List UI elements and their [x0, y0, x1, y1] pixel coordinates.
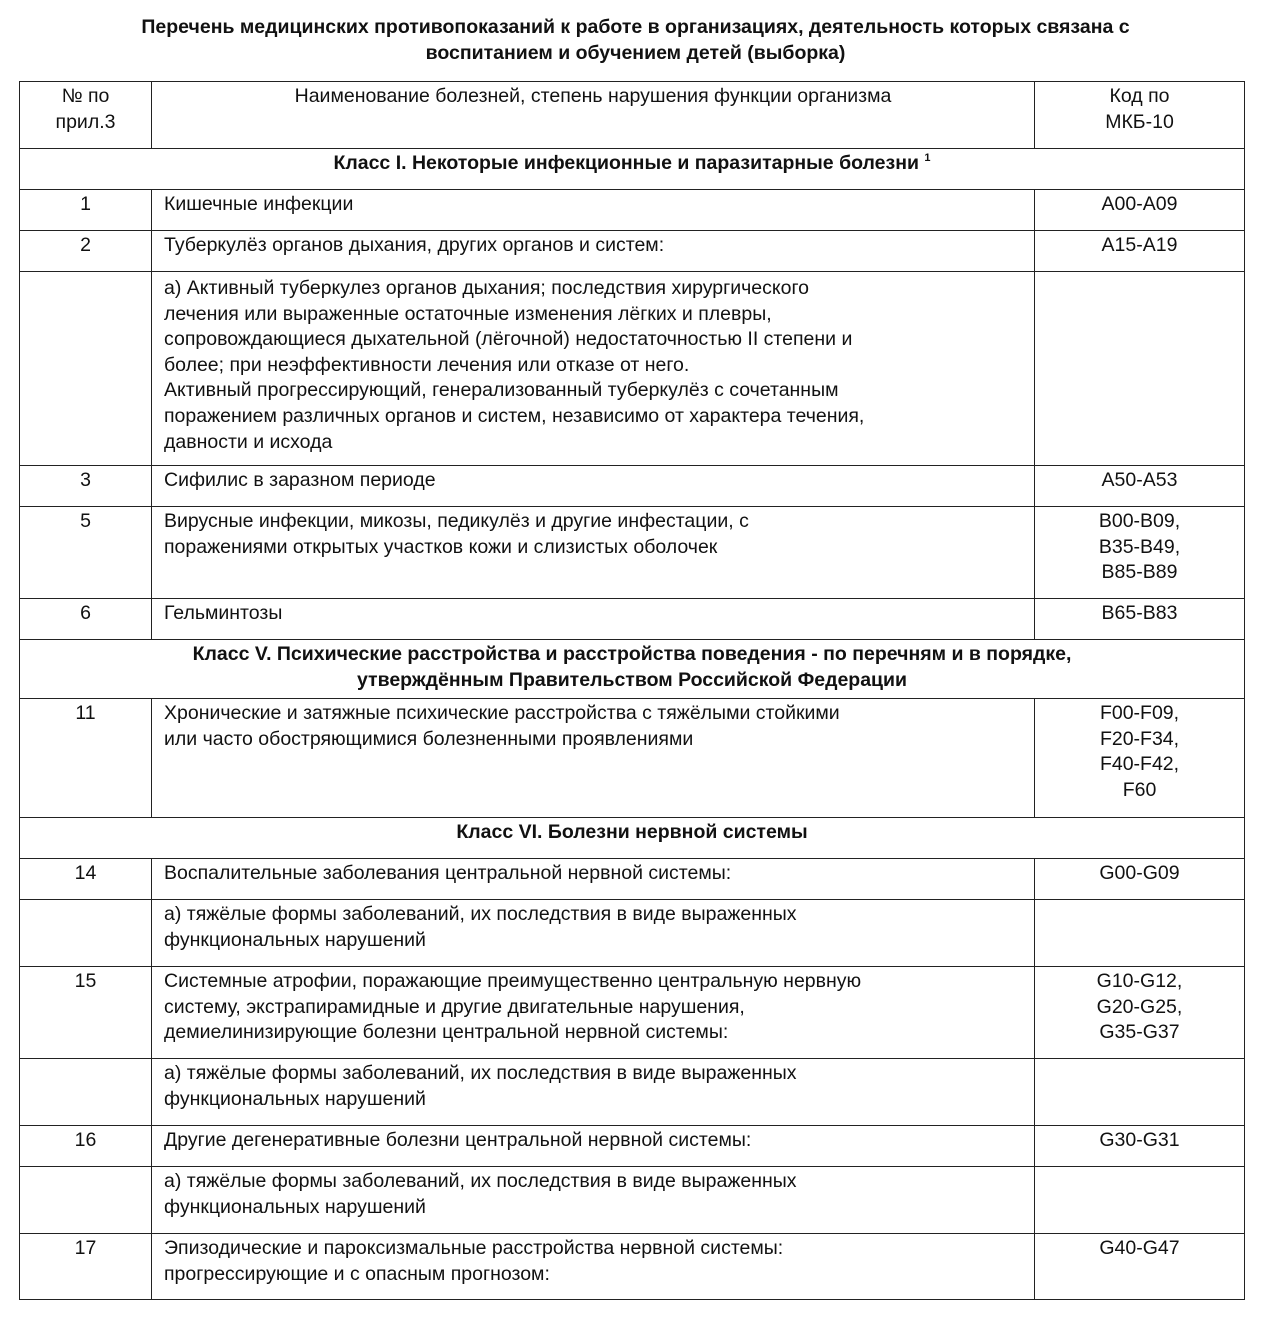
table-row	[20, 190, 1245, 231]
name-line: систему, экстрапирамидные и другие двигательные нарушения,	[164, 995, 745, 1018]
row-num: 16	[20, 1126, 152, 1167]
row-num: 6	[20, 599, 152, 640]
contraindications-table	[19, 81, 1245, 1300]
detail-line: функциональных нарушений	[164, 928, 426, 951]
row-icd-code-empty	[1035, 900, 1245, 967]
table-row	[20, 507, 1245, 599]
row-icd-code: B65-B83	[1035, 599, 1245, 640]
class-1-footnote: 1	[924, 152, 931, 164]
detail-line: Активный прогрессирующий, генерализованный туберкулёз с сочетанным	[164, 379, 839, 402]
row-disease-detail	[152, 900, 1035, 967]
detail-line: сопровождающиеся дыхательной (лёгочной) недостаточностью II степени и	[164, 328, 853, 351]
header-num-line-2: прил.3	[55, 110, 116, 133]
table-row	[20, 1126, 1245, 1167]
header-code-cell	[1035, 82, 1245, 149]
title-line-1: Перечень медицинских противопоказаний к работе в организациях, деятельность которых связана с	[141, 16, 1130, 38]
row-num-empty	[20, 1167, 152, 1234]
detail-line: более; при неэффективности лечения или отказе от него.	[164, 353, 690, 376]
row-disease-name: Гельминтозы	[152, 599, 1035, 640]
class-5-line-2: утверждённым Правительством Российской Федерации	[356, 668, 908, 691]
class-1-heading	[20, 149, 1245, 190]
code-line: G10-G12,	[1096, 970, 1183, 992]
row-num: 3	[20, 466, 152, 507]
code-line: F60	[1122, 778, 1157, 801]
code-line: F20-F34,	[1099, 727, 1180, 750]
row-icd-code	[1035, 507, 1245, 599]
table-row	[20, 599, 1245, 640]
class-1-title: Класс I. Некоторые инфекционные и паразитарные болезни	[333, 152, 919, 174]
row-num-empty	[20, 900, 152, 967]
code-line: B00-B09,	[1098, 510, 1181, 532]
header-num-cell	[20, 82, 152, 149]
class-5-line-1: Класс V. Психические расстройства и расстройства поведения - по перечням и в порядке,	[192, 643, 1072, 665]
header-code-line-2: МКБ-10	[1105, 110, 1174, 133]
row-icd-code: G00-G09	[1035, 859, 1245, 900]
row-icd-code: G40-G47	[1035, 1234, 1245, 1300]
row-disease-detail	[152, 1167, 1035, 1234]
row-num: 1	[20, 190, 152, 231]
row-icd-code-empty	[1035, 1167, 1245, 1234]
detail-line: а) Активный туберкулез органов дыхания; последствия хирургического	[164, 277, 809, 299]
row-disease-name: Воспалительные заболевания центральной нервной системы:	[152, 859, 1035, 900]
code-line: F40-F42,	[1099, 753, 1180, 776]
row-disease-detail	[152, 272, 1035, 466]
detail-line: функциональных нарушений	[164, 1087, 426, 1110]
table-row	[20, 967, 1245, 1059]
row-icd-code: A00-A09	[1035, 190, 1245, 231]
header-code-line-1: Код по	[1109, 85, 1170, 107]
table-subrow	[20, 272, 1245, 466]
row-disease-name	[152, 507, 1035, 599]
header-name-cell: Наименование болезней, степень нарушения функции организма	[152, 82, 1035, 149]
detail-line: функциональных нарушений	[164, 1195, 426, 1218]
code-line: B85-B89	[1101, 561, 1178, 584]
class-6-heading: Класс VI. Болезни нервной системы	[20, 818, 1245, 859]
name-line: прогрессирующие и с опасным прогнозом:	[164, 1262, 550, 1285]
name-line: поражениями открытых участков кожи и слизистых оболочек	[164, 535, 718, 558]
row-icd-code: A50-A53	[1035, 466, 1245, 507]
table-row	[20, 231, 1245, 272]
table-row	[20, 466, 1245, 507]
row-disease-name: Другие дегенеративные болезни центральной нервной системы:	[152, 1126, 1035, 1167]
row-num-empty	[20, 1059, 152, 1126]
class-row-5	[20, 640, 1245, 699]
row-disease-name	[152, 967, 1035, 1059]
row-disease-name: Сифилис в заразном периоде	[152, 466, 1035, 507]
table-subrow	[20, 1059, 1245, 1126]
detail-line: а) тяжёлые формы заболеваний, их последствия в виде выраженных	[164, 1062, 797, 1084]
title-line-2: воспитанием и обучением детей (выборка)	[425, 42, 846, 64]
name-line: Хронические и затяжные психические расстройства с тяжёлыми стойкими	[164, 702, 840, 724]
row-icd-code-empty	[1035, 1059, 1245, 1126]
class-5-heading	[20, 640, 1245, 699]
detail-line: давности и исхода	[164, 430, 333, 453]
table-row	[20, 699, 1245, 818]
row-num: 11	[20, 699, 152, 818]
row-icd-code-empty	[1035, 272, 1245, 466]
row-num: 5	[20, 507, 152, 599]
name-line: Эпизодические и пароксизмальные расстройства нервной системы:	[164, 1237, 784, 1259]
code-line: G20-G25,	[1096, 995, 1183, 1018]
row-icd-code	[1035, 967, 1245, 1059]
name-line: демиелинизирующие болезни центральной нервной системы:	[164, 1021, 729, 1044]
table-row	[20, 1234, 1245, 1300]
code-line: B35-B49,	[1098, 535, 1181, 558]
row-icd-code: A15-A19	[1035, 231, 1245, 272]
name-line: Вирусные инфекции, микозы, педикулёз и другие инфестации, с	[164, 510, 749, 532]
name-line: или часто обостряющимися болезненными проявлениями	[164, 727, 694, 750]
table-subrow	[20, 1167, 1245, 1234]
detail-line: а) тяжёлые формы заболеваний, их последствия в виде выраженных	[164, 903, 797, 925]
class-row-1	[20, 149, 1245, 190]
row-icd-code	[1035, 699, 1245, 818]
row-num: 15	[20, 967, 152, 1059]
row-num: 14	[20, 859, 152, 900]
table-row	[20, 859, 1245, 900]
table-subrow	[20, 900, 1245, 967]
row-disease-detail	[152, 1059, 1035, 1126]
header-num-line-1: № по	[61, 85, 110, 107]
row-num: 17	[20, 1234, 152, 1300]
document-title	[0, 14, 1271, 66]
row-disease-name	[152, 1234, 1035, 1300]
row-disease-name	[152, 699, 1035, 818]
code-line: G35-G37	[1099, 1021, 1180, 1044]
row-disease-name: Туберкулёз органов дыхания, других органов и систем:	[152, 231, 1035, 272]
detail-line: лечения или выраженные остаточные изменения лёгких и плевры,	[164, 302, 772, 325]
row-icd-code: G30-G31	[1035, 1126, 1245, 1167]
code-line: F00-F09,	[1099, 702, 1180, 724]
class-row-6	[20, 818, 1245, 859]
detail-line: поражением различных органов и систем, независимо от характера течения,	[164, 404, 865, 427]
row-num: 2	[20, 231, 152, 272]
row-num-empty	[20, 272, 152, 466]
name-line: Системные атрофии, поражающие преимущественно центральную нервную	[164, 970, 862, 992]
row-disease-name: Кишечные инфекции	[152, 190, 1035, 231]
table-header-row	[20, 82, 1245, 149]
detail-line: а) тяжёлые формы заболеваний, их последствия в виде выраженных	[164, 1170, 797, 1192]
